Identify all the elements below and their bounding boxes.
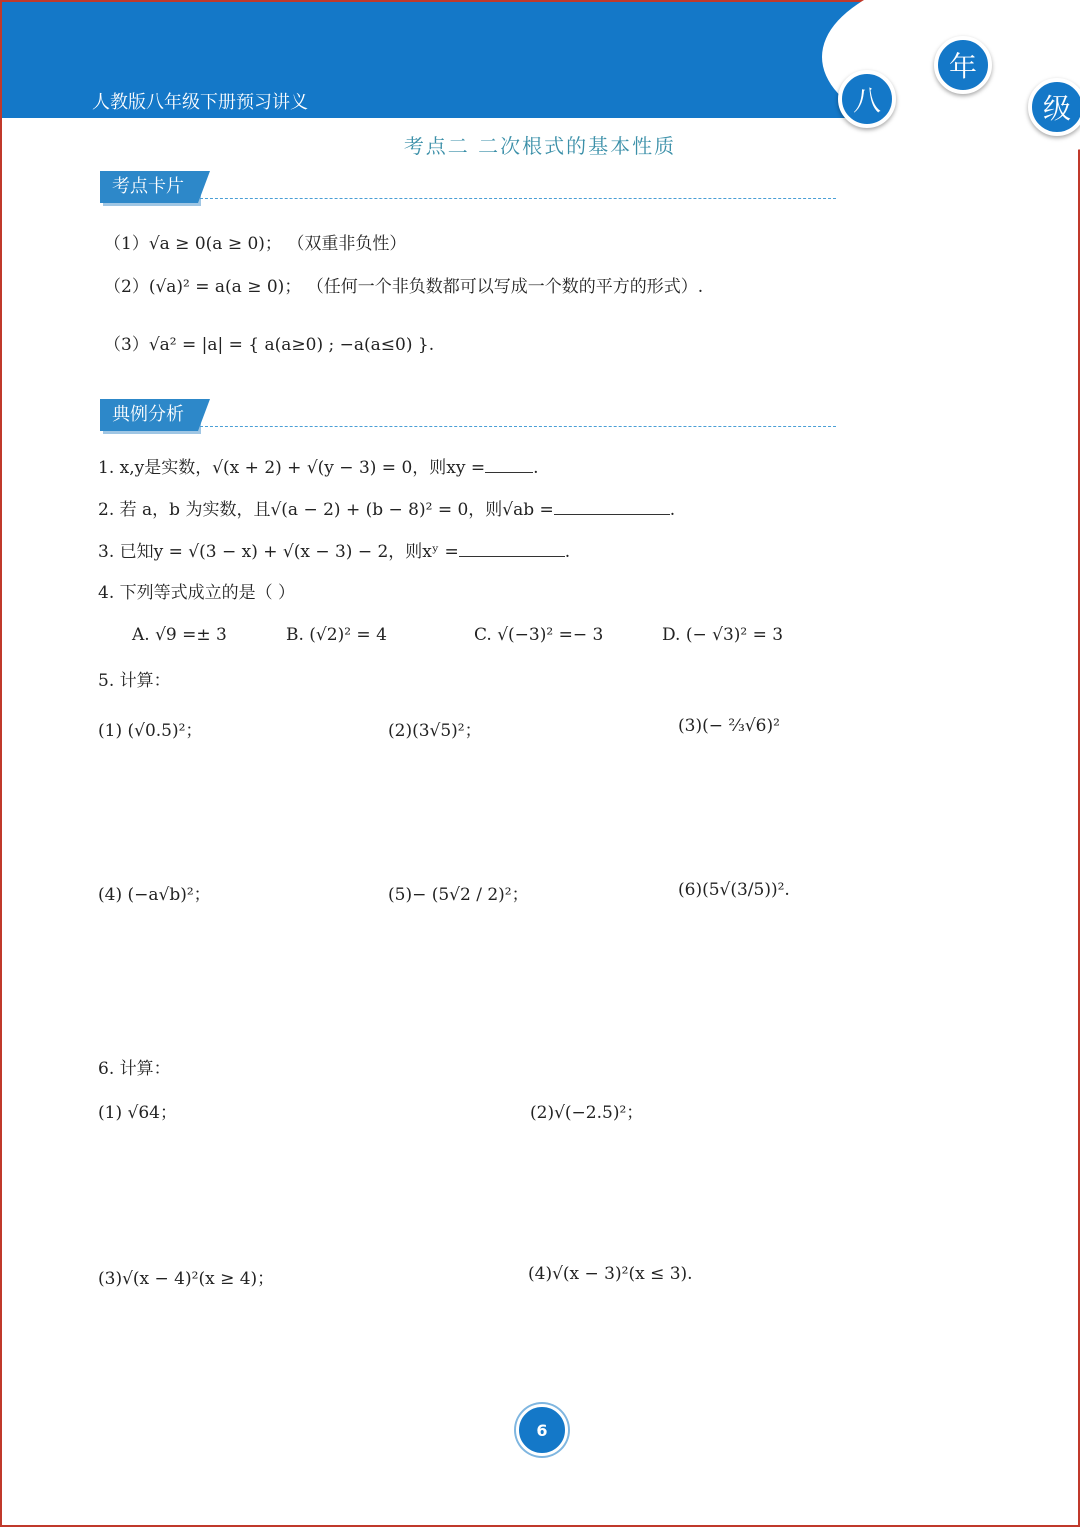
option-b: B. (√2)² = 4 [286,625,387,645]
option-c: C. √(−3)² =− 3 [474,625,604,645]
grade-badge-ji: 级 [1028,78,1080,136]
option-d: D. (− √3)² = 3 [662,625,784,645]
card-item-3: （3）√a² = |a| = { a(a≥0) ; −a(a≤0) }. [104,335,435,355]
question-1-text: 1. x,y是实数，√(x + 2) + √(y − 3) = 0，则xy = [98,458,486,478]
q5-item-5: (5)− (5√2 / 2)²； [388,885,529,905]
q5-item-3: (3)(− ⅔√6)² [678,716,780,736]
section-title: 考点二 二次根式的基本性质 [403,134,677,158]
card-item-1: （1）√a ≥ 0(a ≥ 0)； （双重非负性） [104,234,407,254]
answer-blank [459,540,565,557]
grade-badge-ba: 八 [838,70,896,128]
q5-item-4: (4) (−a√b)²； [98,885,211,905]
page-number: 6 [516,1404,568,1456]
q6-item-2: (2)√(−2.5)²； [530,1103,644,1123]
q5-item-2: (2)(3√5)²； [388,721,482,741]
question-3: 3. 已知y = √(3 − x) + √(x − 3) − 2，则xʸ = . [98,542,571,562]
header-banner [2,2,1078,118]
question-3-text: 3. 已知y = √(3 − x) + √(x − 3) − 2，则xʸ = [98,542,459,562]
question-1: 1. x,y是实数，√(x + 2) + √(y − 3) = 0，则xy = . [98,458,539,478]
q6-item-4: (4)√(x − 3)²(x ≤ 3). [528,1264,693,1284]
question-5: 5. 计算： [98,671,171,691]
q6-item-1: (1) √64； [98,1103,177,1123]
answer-blank [554,498,670,515]
card-divider [200,198,836,199]
answer-blank [485,456,533,473]
card-item-2: （2）(√a)² = a(a ≥ 0)； （任何一个非负数都可以写成一个数的平方的形式）. [104,277,704,297]
examples-label: 典例分析 [100,399,198,431]
header-title: 人教版八年级下册预习讲义 [92,92,308,113]
examples-divider [200,426,836,427]
question-4: 4. 下列等式成立的是（ ） [98,583,296,603]
question-6: 6. 计算： [98,1059,171,1079]
option-a: A. √9 =± 3 [132,625,227,645]
q5-item-1: (1) (√0.5)²； [98,721,203,741]
question-2: 2. 若 a，b 为实数，且√(a − 2) + (b − 8)² = 0，则√ab = . [98,500,676,520]
q5-item-6: (6)(5√(3/5))². [678,880,790,900]
q6-item-3: (3)√(x − 4)²(x ≥ 4)； [98,1269,275,1289]
grade-badge-nian: 年 [934,36,992,94]
card-label: 考点卡片 [100,171,198,203]
question-2-text: 2. 若 a，b 为实数，且√(a − 2) + (b − 8)² = 0，则√ab = [98,500,554,520]
